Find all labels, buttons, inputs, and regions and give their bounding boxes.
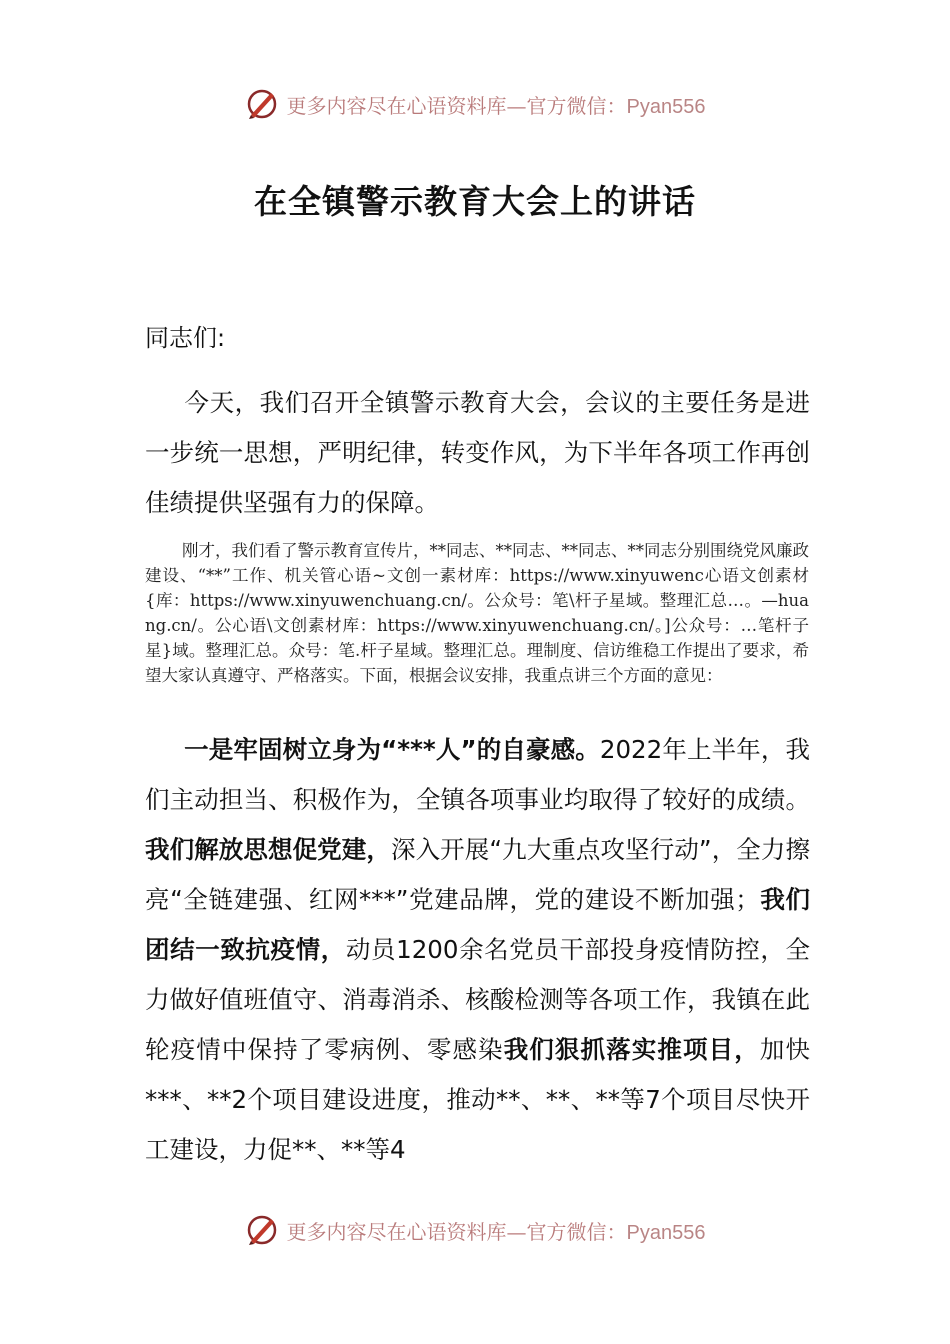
projects-heading: 我们狠抓落实推项目， — [503, 1035, 760, 1064]
epidemic-text: 动员1200余名党员干部投身疫情防控，全力做好值班值守、消毒消杀、核酸检测等各项工作，我镇在此轮疫情中保持了零病例、零感染 — [145, 935, 810, 1064]
wechat-id: Pyan556 — [626, 1221, 706, 1244]
projects-text: 加快***、**2个项目建设进度，推动**、**、**等7个项目尽快开工建设，力促**、**等4 — [145, 1035, 811, 1164]
banner-text-cn: 更多内容尽在心语资料库—官方微信： — [286, 1219, 627, 1244]
wechat-id: Pyan556 — [626, 95, 706, 118]
point-one-heading: 一是牢固树立身为“***人”的自豪感。 — [184, 735, 600, 764]
footer-banner — [0, 1208, 950, 1252]
salutation: 同志们: — [145, 324, 226, 352]
paragraph-small-text: 刚才，我们看了警示教育宣传片，**同志、**同志、**同志、**同志分别围绕党风廉政建设、“**”工作、机关管心语~文创一素材库：https://www.xinyuwenc心语文创素材{库：https://www.xinyuwenchuang.cn/。公众号：笔\杆子星域。整理汇总…。—huang.cn/。公心语\文创素材库：https://www.xinyuwenchuang.cn/。]公众号：…笔杆子星}域。整理汇总。众号：笔.杆子星域。整理汇总。理制度、信访维稳工作提出了要求，希望大家认真遵守、严格落实。下面，根据会议安排，我重点讲三个方面的意见： — [145, 541, 809, 685]
party-building-heading: 我们解放思想促党建， — [145, 835, 391, 864]
epidemic-heading: 我们团结一致抗疫情， — [145, 885, 811, 964]
point-one-text: 2022年上半年，我们主动担当、积极作为，全镇各项事业均取得了较好的成绩。 — [145, 735, 810, 814]
banner-text-cn: 更多内容尽在心语资料库—官方微信： — [286, 93, 627, 118]
footer-banner-text — [287, 1216, 706, 1245]
party-building-text: 深入开展“九大重点攻坚行动”，全力擦亮“全链建强、红网***”党建品牌，党的建设不断加强； — [145, 835, 810, 914]
header-banner — [0, 82, 950, 126]
header-banner-text — [287, 90, 706, 119]
document-title: 在全镇警示教育大会上的讲话 — [254, 182, 696, 221]
pen-logo-icon — [245, 1213, 279, 1247]
paragraph-opening-text: 今天，我们召开全镇警示教育大会，会议的主要任务是进一步统一思想，严明纪律，转变作风，为下半年各项工作再创佳绩提供坚强有力的保障。 — [145, 388, 810, 517]
pen-logo-icon — [245, 87, 279, 121]
paragraph-opening — [145, 378, 810, 528]
paragraph-small-print — [145, 538, 809, 688]
paragraph-point-one — [145, 725, 810, 1175]
